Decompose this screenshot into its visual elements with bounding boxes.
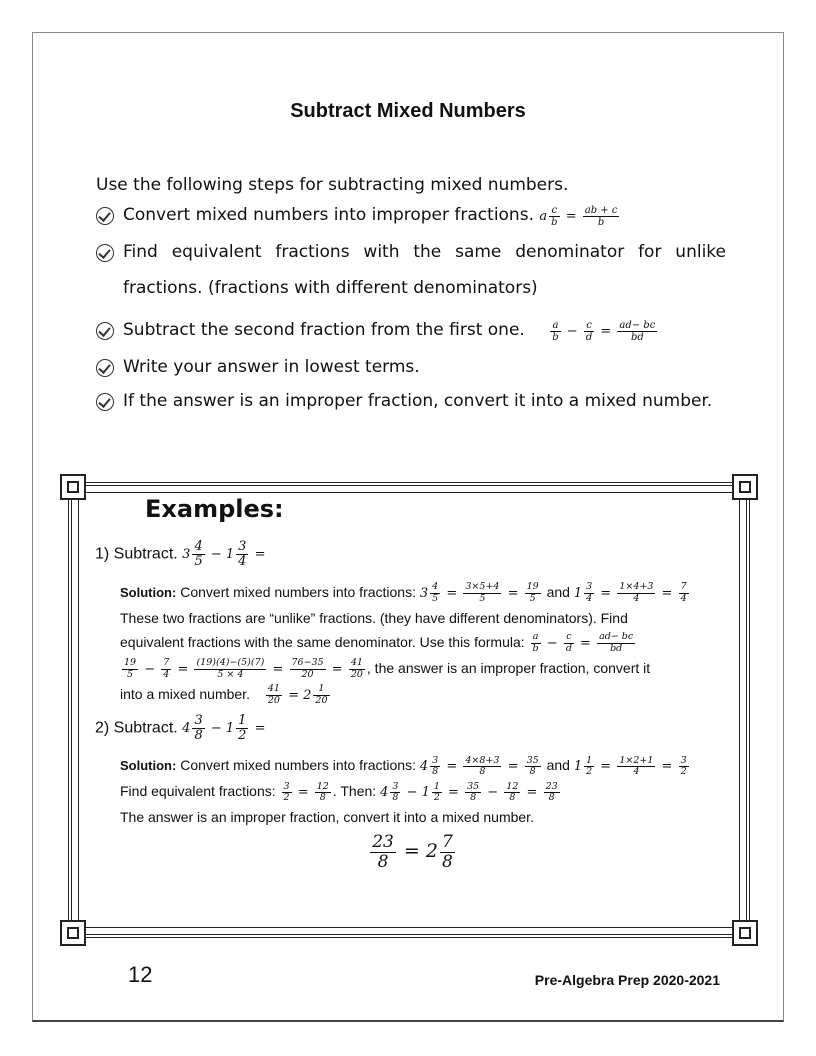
intro-text: Use the following steps for subtracting mixed numbers. (96, 175, 569, 195)
subtraction-formula: $\frac{a}{b}$ − $\frac{c}{d}$ = $\frac{ad- bc}{bd}$ (552, 320, 656, 343)
examples-heading: Examples: (145, 495, 284, 523)
check-circle-icon (96, 322, 114, 340)
improper-fraction-formula: a $\frac{c}{b}$ = $\frac{ab + c}{b}$ (539, 205, 618, 228)
example-2-problem: 2) Subtract. 4 $\frac{3}{8}$ − 1 $\frac{1}{2}$ = (95, 712, 266, 743)
check-circle-icon (96, 244, 114, 262)
examples-content (95, 539, 725, 872)
step-item: Convert mixed numbers into improper fractions. a $\frac{c}{b}$ = $\frac{ab + c}{b}$ (96, 205, 726, 228)
book-title: Pre-Algebra Prep 2020-2021 (534, 972, 720, 988)
page-title: Subtract Mixed Numbers (290, 100, 526, 122)
step-item: If the answer is an improper fraction, convert it into a mixed number. (96, 391, 726, 411)
steps-list (96, 205, 726, 425)
corner-ornament-icon (60, 920, 86, 946)
step-item: Subtract the second fraction from the first one. $\frac{a}{b}$ − $\frac{c}{d}$ = $\frac{ad- bc}{bd}$ (96, 320, 726, 343)
check-circle-icon (96, 207, 114, 225)
corner-ornament-icon (732, 474, 758, 500)
example-2-answer: $\frac{23}{8}$ = 2 $\frac{7}{8}$ (372, 832, 453, 872)
example-1-problem: 1) Subtract. 3 $\frac{4}{5}$ − 1 $\frac{3}{4}$ = (95, 539, 266, 570)
step-item: Find equivalent fractions with the same denominator for unlike fractions. (fractions with different denominators) (96, 242, 726, 306)
corner-ornament-icon (732, 920, 758, 946)
check-circle-icon (96, 393, 114, 411)
step-item: Write your answer in lowest terms. (96, 357, 726, 377)
example-1-solution: Solution: Convert mixed numbers into fractions: 3 $\frac{4}{5}$ = $\frac{3\times 5+4}{5}$ = $\frac{19}{5}$ and 1 $\frac{3}{4}$ = $\frac{1\times 4+3}{4}$ = $\frac{7}{4}$ These two fractions are “unlike” fractions. (they have different denominators). Find equivalent fractions with the same denominator. Use this formula: $\frac{a}{b}$ − $\frac{c}{d}$ = $\frac{ad- bc}{bd}$ $\frac{19}{5}$ − $\frac{7}{4}$ = $\frac{(19)(4)-(5)(7)}{5 \times 4}$ = $\frac{76-35}{20}$ = $\frac{41}{20}$ , the answer is an improper fraction, convert it into a mixed number. $\frac{41}{20}$ = 2 $\frac{1}{20}$ (120, 581, 687, 706)
page-number: 12 (128, 962, 153, 987)
check-circle-icon (96, 359, 114, 377)
corner-ornament-icon (60, 474, 86, 500)
example-2-solution: Solution: Convert mixed numbers into fractions: 4 $\frac{3}{8}$ = $\frac{4\times 8+3}{8}$ = $\frac{35}{8}$ and 1 $\frac{1}{2}$ = $\frac{1\times 2+1}{4}$ = $\frac{3}{2}$ Find equivalent fractions: $\frac{3}{2}$ = $\frac{12}{8}$ . Then: 4 $\frac{3}{8}$ − 1 $\frac{1}{2}$ = $\frac{35}{8}$ − $\frac{12}{8}$ = $\frac{23}{8}$ The answer is an improper fraction, convert it into a mixed number. (120, 754, 687, 826)
